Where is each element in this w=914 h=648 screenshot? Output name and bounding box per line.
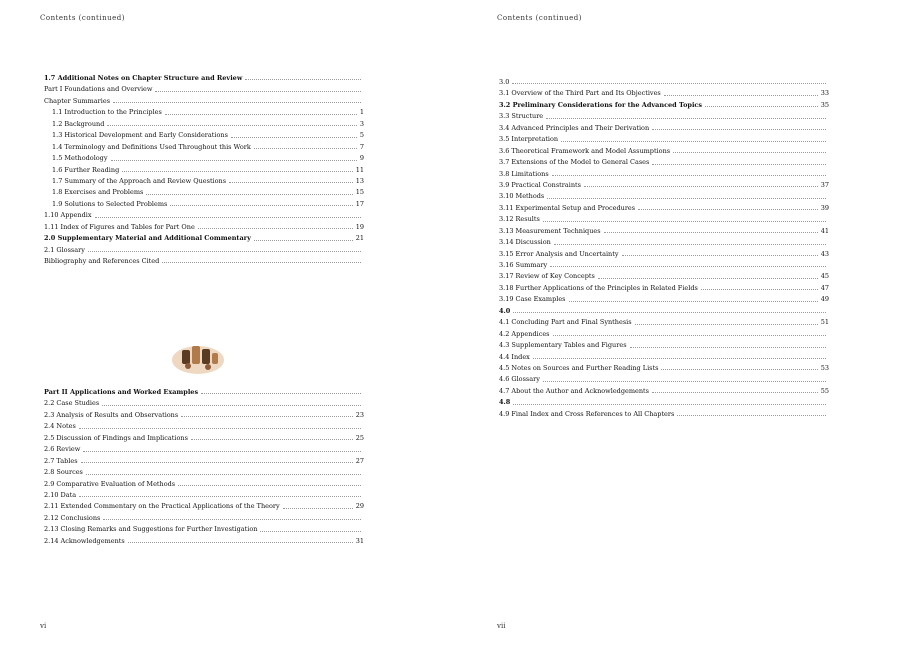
toc-entry-page: 5: [359, 131, 364, 140]
toc-entry-title: 1.7 Additional Notes on Chapter Structure and Review: [44, 74, 243, 82]
dot-leader: [513, 404, 826, 405]
toc-entry-page: 21: [355, 234, 364, 243]
toc-entry-title: 1.9 Solutions to Selected Problems: [52, 199, 168, 208]
toc-entry-page: 11: [355, 165, 364, 174]
toc-entry-title: 2.6 Review: [44, 445, 81, 454]
toc-entry-title: 4.3 Supplementary Tables and Figures: [499, 341, 627, 350]
dot-leader: [550, 266, 826, 267]
right-page: [457, 0, 877, 648]
toc-entry-title: 4.5 Notes on Sources and Further Reading Lists: [499, 363, 659, 372]
dot-leader: [705, 106, 818, 107]
toc-entry: [499, 284, 829, 292]
toc-entry: [44, 411, 364, 419]
toc-entry: [499, 307, 829, 315]
dot-leader: [638, 209, 818, 210]
toc-entry-page: 37: [820, 180, 829, 189]
toc-entry: [499, 78, 829, 86]
dot-leader: [146, 194, 352, 195]
dot-leader: [622, 255, 818, 256]
dot-leader: [661, 369, 817, 370]
toc-entry-page: 1: [359, 108, 364, 117]
dot-leader: [178, 485, 361, 486]
toc-entry-title: 2.9 Comparative Evaluation of Methods: [44, 479, 176, 488]
toc-entry-title: Bibliography and References Cited: [44, 257, 160, 265]
toc-entry: [499, 170, 829, 178]
dot-leader: [107, 125, 357, 126]
toc-entry-title: 4.1 Concluding Part and Final Synthesis: [499, 318, 632, 327]
toc-entry-title: 3.3 Structure: [499, 112, 544, 121]
dot-leader: [554, 244, 826, 245]
toc-entry-title: 1.1 Introduction to the Principles: [52, 108, 162, 117]
toc-entry-title: 1.10 Appendix: [44, 211, 92, 220]
toc-entry-title: 2.13 Closing Remarks and Suggestions for Further Investigation: [44, 525, 258, 534]
toc-entry-title: 4.2 Appendices: [499, 329, 550, 338]
dot-leader: [83, 451, 361, 452]
dot-leader: [283, 508, 353, 509]
toc-entry-title: 2.3 Analysis of Results and Observations: [44, 410, 179, 419]
toc-entry-title: 1.4 Terminology and Definitions Used Throughout this Work: [52, 142, 251, 151]
toc-entry-title: 3.14 Discussion: [499, 238, 551, 247]
toc-entry-title: 4.7 About the Author and Acknowledgements: [499, 386, 649, 395]
toc-entry: [499, 124, 829, 132]
toc-entry: [499, 147, 829, 155]
toc-entry-title: 2.4 Notes: [44, 422, 76, 431]
toc-entry: [44, 223, 364, 231]
toc-entry: [44, 514, 364, 522]
toc-entry-title: 3.10 Methods: [499, 192, 545, 201]
toc-entry-title: 2.7 Tables: [44, 456, 78, 465]
toc-entry: [499, 353, 829, 361]
dot-leader: [111, 160, 357, 161]
toc-entry-page: 23: [355, 410, 364, 419]
toc-entry: [44, 166, 364, 174]
dot-leader: [170, 205, 352, 206]
toc-entry-title: 1.6 Further Reading: [52, 165, 120, 174]
toc-entry-title: Part II Applications and Worked Examples: [44, 388, 199, 396]
toc-entry: [44, 491, 364, 499]
toc-entry-page: 13: [355, 176, 364, 185]
dot-leader: [229, 182, 353, 183]
toc-entry-title: 2.10 Data: [44, 490, 77, 499]
toc-entry: [44, 74, 364, 82]
toc-entry-title: 2.1 Glossary: [44, 245, 85, 254]
toc-entry-page: 55: [820, 386, 829, 395]
left-page: [0, 0, 420, 648]
page-number: vi: [40, 622, 47, 630]
dot-leader: [198, 228, 353, 229]
toc-entry-title: 2.0 Supplementary Material and Additional Commentary: [44, 234, 251, 243]
toc-entry-title: 3.11 Experimental Setup and Procedures: [499, 203, 636, 212]
dot-leader: [201, 393, 361, 394]
dot-leader: [543, 381, 826, 382]
toc-entry-title: Chapter Summaries: [44, 96, 111, 105]
page-header: Contents (continued): [40, 14, 125, 22]
dot-leader: [122, 171, 352, 172]
dot-leader: [79, 496, 361, 497]
dot-leader: [652, 164, 826, 165]
toc-entry-title: 1.7 Summary of the Approach and Review Questions: [52, 176, 227, 185]
toc-entry: [44, 480, 364, 488]
toc-entry: [499, 227, 829, 235]
dot-leader: [81, 462, 353, 463]
toc-entry-title: 3.9 Practical Constraints: [499, 180, 581, 189]
toc-entry-title: 3.12 Results: [499, 215, 540, 224]
toc-entry-page: 39: [820, 203, 829, 212]
toc-entry: [499, 295, 829, 303]
toc-entry-title: 3.1 Overview of the Third Part and Its Objectives: [499, 89, 661, 98]
toc-entry: [44, 97, 364, 105]
toc-entry-page: 27: [355, 456, 364, 465]
toc-entry: [44, 200, 364, 208]
dot-leader: [584, 186, 818, 187]
toc-entry: [499, 250, 829, 258]
toc-entry-title: 4.0: [499, 306, 511, 315]
toc-entry-page: 29: [355, 502, 364, 511]
toc-entry-title: 3.17 Review of Key Concepts: [499, 272, 595, 281]
toc-entry-title: 1.8 Exercises and Problems: [52, 188, 144, 197]
toc-entry-title: 2.12 Conclusions: [44, 513, 101, 522]
dot-leader: [88, 251, 361, 252]
dot-leader: [553, 335, 826, 336]
toc-entry-page: 53: [820, 363, 829, 372]
toc-entry: [44, 188, 364, 196]
dot-leader: [245, 79, 361, 80]
toc-entry-page: 33: [820, 89, 829, 98]
toc-entry-title: 3.18 Further Applications of the Principles in Related Fields: [499, 283, 698, 292]
toc-entry: [499, 112, 829, 120]
dot-leader: [664, 95, 818, 96]
toc-entry: [44, 177, 364, 185]
toc-entry: [44, 211, 364, 219]
toc-entry: [499, 318, 829, 326]
toc-entry: [44, 388, 364, 396]
dot-leader: [701, 289, 818, 290]
dot-leader: [561, 141, 826, 142]
toc-entry-title: 2.11 Extended Commentary on the Practical Applications of the Theory: [44, 502, 280, 511]
toc-entry: [44, 131, 364, 139]
toc-entry-page: 19: [355, 222, 364, 231]
dot-leader: [86, 474, 361, 475]
toc-entry: [44, 257, 364, 265]
dot-leader: [673, 152, 826, 153]
toc-entry-title: 4.6 Glossary: [499, 375, 540, 384]
dot-leader: [598, 278, 818, 279]
toc-entry-title: 4.9 Final Index and Cross References to All Chapters: [499, 409, 675, 418]
dot-leader: [254, 148, 357, 149]
toc-entry-page: 25: [355, 433, 364, 442]
dot-leader: [677, 415, 826, 416]
toc-entry-title: 3.7 Extensions of the Model to General Cases: [499, 158, 650, 167]
toc-entry-title: 3.19 Case Examples: [499, 295, 566, 304]
dot-leader: [181, 416, 353, 417]
dot-leader: [165, 114, 357, 115]
toc-entry: [499, 204, 829, 212]
toc-entry: [44, 502, 364, 510]
dot-leader: [513, 312, 826, 313]
toc-entry: [499, 101, 829, 109]
dot-leader: [254, 240, 353, 241]
toc-entry: [44, 434, 364, 442]
toc-entry-page: 45: [820, 272, 829, 281]
toc-entry-page: 43: [820, 249, 829, 258]
toc-entry-title: 3.16 Summary: [499, 261, 548, 269]
dot-leader: [546, 118, 826, 119]
toc-entry: [499, 341, 829, 349]
dot-leader: [569, 301, 818, 302]
toc-entry: [499, 181, 829, 189]
dot-leader: [113, 102, 361, 103]
toc-entry-title: Part I Foundations and Overview: [44, 85, 153, 94]
page-header: Contents (continued): [497, 14, 582, 22]
toc-entry-title: 3.5 Interpretation: [499, 135, 559, 144]
toc-entry-title: 4.4 Index: [499, 352, 530, 361]
toc-entry-page: 15: [355, 188, 364, 197]
toc-entry: [499, 330, 829, 338]
dot-leader: [128, 542, 353, 543]
toc-list: [44, 74, 364, 268]
toc-entry: [499, 215, 829, 223]
dot-leader: [103, 519, 361, 520]
toc-entry-page: 47: [820, 283, 829, 292]
toc-entry: [499, 398, 829, 406]
toc-entry-title: 3.0: [499, 78, 510, 86]
dot-leader: [652, 392, 818, 393]
dot-leader: [79, 428, 361, 429]
toc-entry: [44, 468, 364, 476]
dot-leader: [231, 137, 357, 138]
dot-leader: [547, 198, 826, 199]
dot-leader: [260, 531, 361, 532]
dot-leader: [543, 221, 826, 222]
dot-leader: [630, 347, 826, 348]
dot-leader: [102, 405, 361, 406]
dot-leader: [652, 129, 826, 130]
toc-entry: [499, 387, 829, 395]
toc-entry-title: 1.11 Index of Figures and Tables for Part One: [44, 222, 195, 231]
toc-entry-page: 9: [359, 154, 364, 163]
toc-entry: [44, 537, 364, 545]
toc-entry: [44, 457, 364, 465]
toc-entry-page: 35: [820, 100, 829, 109]
toc-entry-title: 1.5 Methodology: [52, 154, 108, 163]
toc-entry: [44, 143, 364, 151]
toc-entry-title: 2.2 Case Studies: [44, 399, 100, 408]
toc-entry-title: 3.8 Limitations: [499, 169, 549, 178]
toc-entry: [499, 158, 829, 166]
dot-leader: [191, 439, 353, 440]
toc-entry: [499, 364, 829, 372]
toc-entry: [499, 410, 829, 418]
toc-entry-title: 3.4 Advanced Principles and Their Derivation: [499, 123, 650, 132]
toc-entry: [44, 246, 364, 254]
toc-entry-page: 41: [820, 226, 829, 235]
toc-entry-page: 31: [355, 536, 364, 545]
dot-leader: [162, 262, 361, 263]
toc-entry-page: 17: [355, 199, 364, 208]
toc-entry: [44, 120, 364, 128]
toc-entry-title: 1.3 Historical Development and Early Considerations: [52, 131, 228, 140]
toc-entry: [44, 108, 364, 116]
toc-entry-title: 1.2 Background: [52, 119, 105, 128]
toc-entry-page: 49: [820, 295, 829, 304]
toc-entry: [499, 238, 829, 246]
dot-leader: [552, 175, 826, 176]
dot-leader: [155, 91, 361, 92]
toc-entry: [499, 89, 829, 97]
toc-entry-title: 3.13 Measurement Techniques: [499, 226, 601, 235]
toc-entry: [44, 399, 364, 407]
toc-entry-title: 2.5 Discussion of Findings and Implications: [44, 433, 188, 442]
toc-entry: [499, 261, 829, 269]
toc-entry-page: 3: [359, 119, 364, 128]
toc-entry: [499, 192, 829, 200]
toc-entry: [499, 375, 829, 383]
toc-entry: [44, 445, 364, 453]
toc-entry: [499, 135, 829, 143]
toc-entry-title: 3.2 Preliminary Considerations for the Advanced Topics: [499, 100, 703, 109]
toc-entry-title: 2.8 Sources: [44, 468, 83, 477]
dot-leader: [635, 324, 818, 325]
toc-entry: [44, 234, 364, 242]
dot-leader: [95, 217, 362, 218]
toc-list: [499, 78, 829, 421]
toc-entry-page: 51: [820, 318, 829, 327]
toc-list: [44, 388, 364, 548]
dot-leader: [512, 83, 826, 84]
toc-entry: [44, 154, 364, 162]
toc-entry: [499, 272, 829, 280]
dot-leader: [604, 232, 818, 233]
toc-entry-title: 4.8: [499, 398, 511, 407]
toc-entry-title: 3.15 Error Analysis and Uncertainty: [499, 249, 619, 258]
toc-entry: [44, 525, 364, 533]
toc-entry-page: 7: [359, 142, 364, 151]
decorative-ornament-icon: [168, 336, 228, 378]
toc-entry: [44, 422, 364, 430]
page-number: vii: [497, 622, 506, 630]
dot-leader: [533, 358, 826, 359]
toc-entry: [44, 85, 364, 93]
toc-entry-title: 2.14 Acknowledgements: [44, 536, 125, 545]
toc-entry-title: 3.6 Theoretical Framework and Model Assumptions: [499, 146, 671, 155]
